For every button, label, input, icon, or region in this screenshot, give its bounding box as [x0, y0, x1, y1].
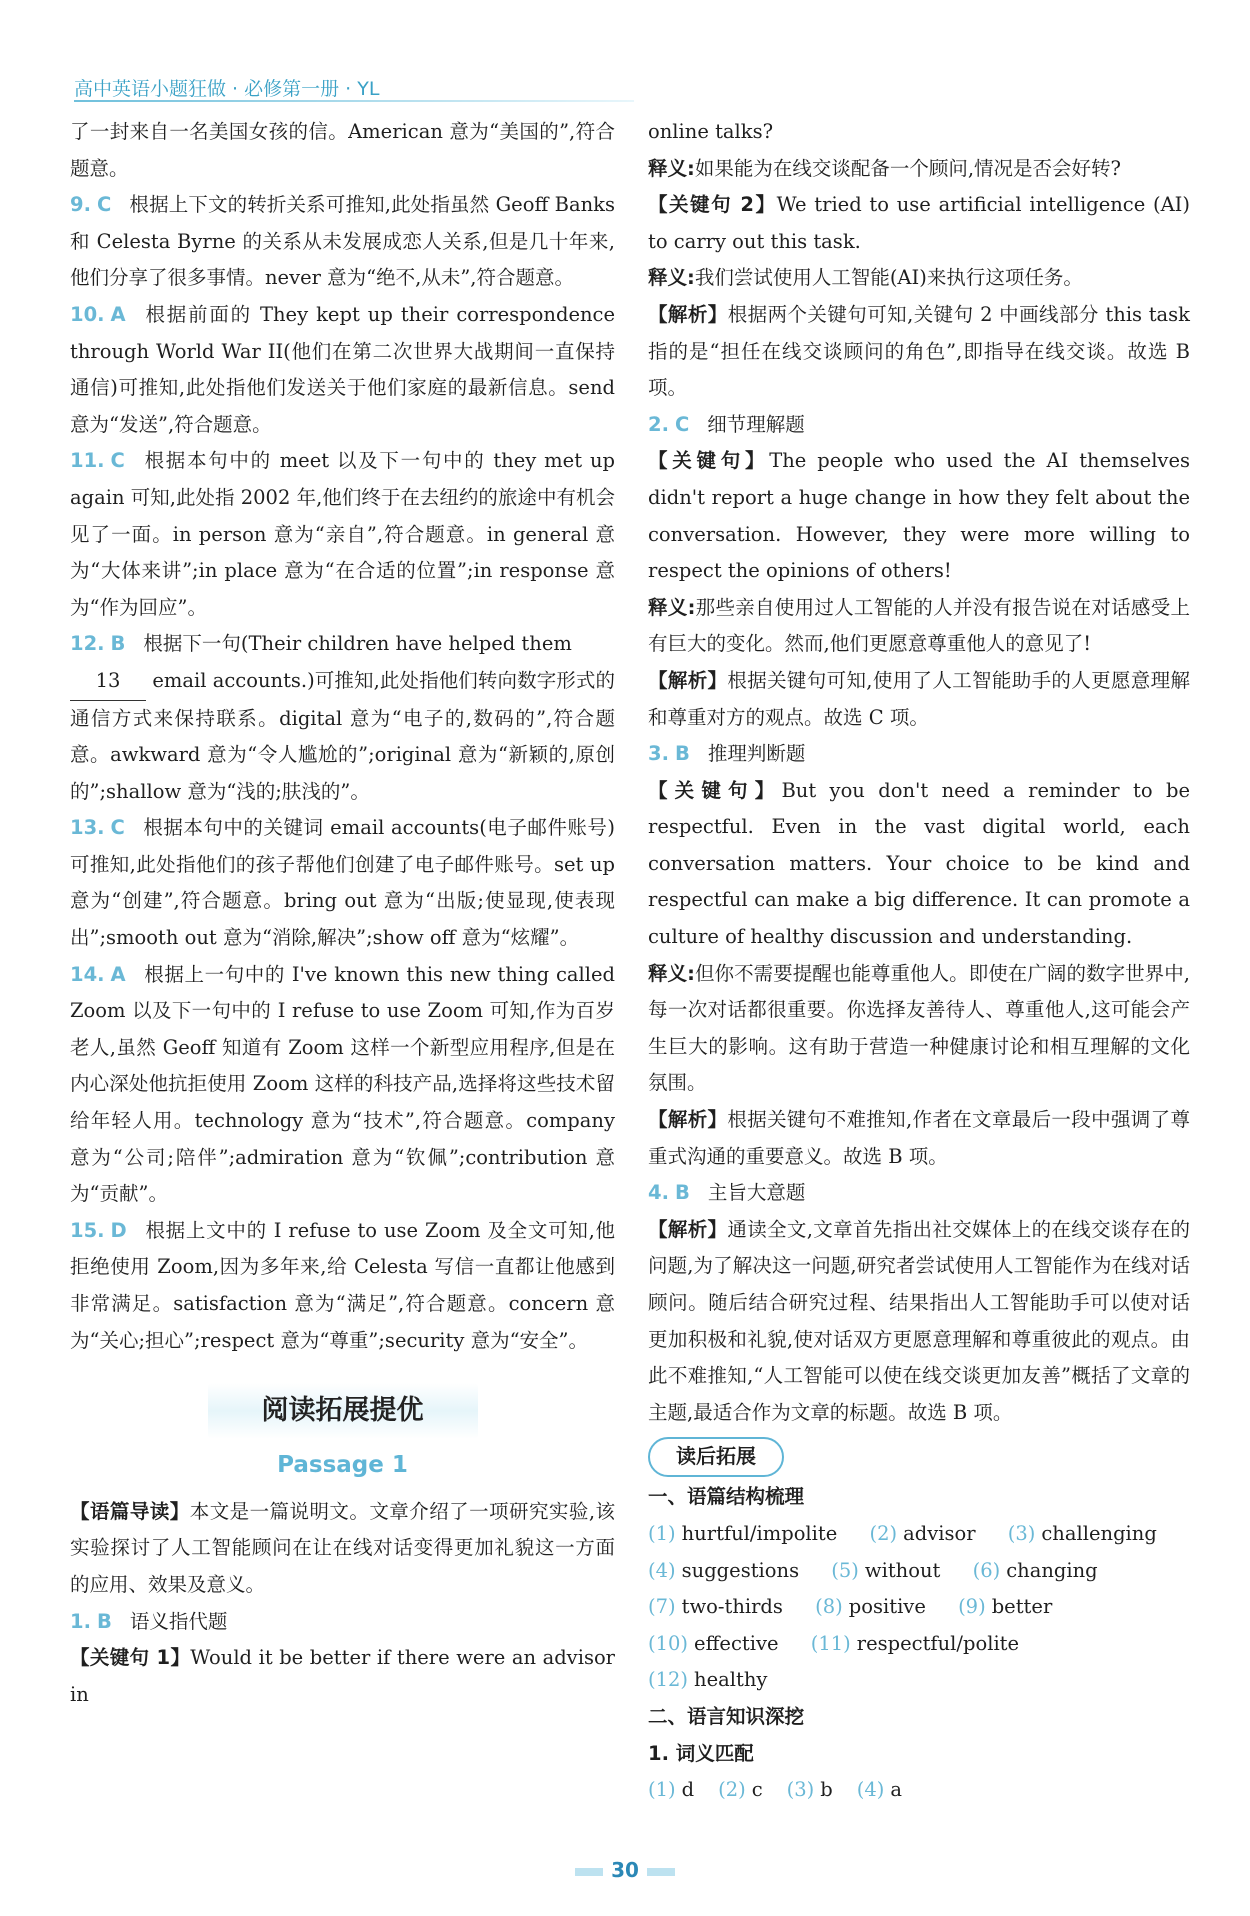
match-answer — [787, 1778, 833, 1801]
knowledge-heading: 二、语言知识深挖 — [648, 1704, 805, 1728]
structure-answer — [1008, 1522, 1157, 1545]
q1-analysis — [648, 297, 1190, 407]
header-rule — [74, 100, 634, 102]
item-explanation: 根据上下文的转折关系可推知,此处指虽然 Geoff Banks 和 Celesta Byrne 的关系从未发展成恋人关系,但是几十年来,他们分享了很多事情。never 意为“绝不,从未”,符合题意。 — [70, 193, 615, 290]
answer-index: (9) — [958, 1595, 986, 1619]
q1-translation-2 — [648, 260, 1190, 297]
q2-key-sentence — [648, 443, 1190, 589]
item-explanation: 根据上文中的 I refuse to use Zoom 及全文可知,他拒绝使用 Zoom,因为多年来,给 Celesta 写信一直都让他感到非常满足。satisfaction 意为“满足”,符合题意。concern 意为“关心;担心”;respect 意为“尊重”;security 意为“安全”。 — [70, 1218, 615, 1352]
q1-type: 语义指代题 — [129, 1609, 228, 1633]
q1-translation-1 — [648, 151, 1190, 188]
answer-index: (4) — [648, 1558, 676, 1582]
key2-text: We tried to use artificial intelligence (AI) to carry out this task. — [648, 193, 1190, 253]
key-label: 【关键句】 — [648, 778, 782, 802]
q1-number: 1. — [70, 1609, 91, 1633]
structure-answer — [811, 1632, 1019, 1655]
q4-analysis — [648, 1212, 1190, 1432]
answer-index: (8) — [815, 1595, 843, 1619]
answer-index: (7) — [648, 1595, 676, 1619]
match-letter: c — [751, 1778, 763, 1802]
structure-answer — [648, 1632, 779, 1655]
q3-type: 推理判断题 — [707, 742, 806, 766]
answer-index: (12) — [648, 1668, 689, 1692]
answer-item — [70, 297, 615, 443]
item-answer: C — [110, 816, 125, 840]
answer-index: (5) — [831, 1558, 859, 1582]
passage-heading: Passage 1 — [277, 1452, 408, 1479]
item-answer: A — [110, 302, 126, 326]
match-letter: b — [820, 1778, 833, 1802]
analysis-label: 【解析】 — [648, 1217, 728, 1241]
answer-word: hurtful/impolite — [681, 1521, 838, 1545]
item-number: 15. — [70, 1218, 105, 1242]
q3-answer: B — [674, 742, 690, 766]
answer-index: (1) — [648, 1521, 676, 1545]
structure-heading: 一、语篇结构梳理 — [648, 1485, 805, 1509]
item-answer: C — [96, 193, 112, 217]
match-answer — [718, 1778, 763, 1801]
answer-item — [70, 957, 615, 1213]
analysis-text: 根据两个关键句可知,关键句 2 中画线部分 this task 指的是“担任在线交谈顾问的角色”,即指导在线交谈。故选 B 项。 — [648, 302, 1190, 400]
key1-continuation: online talks? — [648, 120, 774, 143]
q3-key-sentence — [648, 773, 1190, 956]
q1-key-text: Would it be better if there were an advisor in — [70, 1646, 616, 1706]
blank-13: 13 — [70, 663, 146, 701]
question-3-header — [648, 736, 1190, 773]
translation-text: 我们尝试使用人工智能(AI)来执行这项任务。 — [694, 266, 1083, 290]
structure-answer — [648, 1559, 799, 1582]
answer-word: two-thirds — [681, 1595, 783, 1619]
left-column — [70, 114, 615, 1713]
answer-word: positive — [848, 1595, 926, 1619]
passage-guide — [70, 1494, 615, 1604]
q1-key-sentence-2 — [648, 187, 1190, 260]
q4-number: 4. — [648, 1181, 669, 1205]
key2-label: 【关键句 2】 — [648, 193, 777, 217]
analysis-text: 根据关键句可知,使用了人工智能助手的人更愿意理解和尊重对方的观点。故选 C 项。 — [648, 668, 1190, 729]
q3-translation — [648, 956, 1190, 1102]
analysis-label: 【解析】 — [648, 668, 728, 692]
q2-answer: C — [674, 412, 690, 436]
match-answer — [648, 1778, 694, 1801]
structure-answer — [815, 1595, 926, 1618]
translation-label: 释义: — [648, 595, 696, 619]
match-letter: d — [681, 1778, 695, 1802]
key-text: The people who used the AI themselves didn't report a huge change in how they felt about the conversation. However, they were more willing to respect the opinions of others! — [648, 449, 1190, 583]
match-index: (4) — [856, 1778, 885, 1802]
q1-key-label: 【关键句 1】 — [70, 1646, 191, 1670]
q2-number: 2. — [648, 412, 669, 436]
translation-text: 但你不需要提醒也能尊重他人。即使在广阔的数字世界中,每一次对话都很重要。你选择友善待人、尊重他人,这可能会产生巨大的影响。这有助于营造一种健康讨论和相互理解的文化氛围。 — [648, 961, 1190, 1095]
translation-label: 释义: — [648, 961, 695, 985]
match-answer — [857, 1778, 902, 1801]
intro-text: 了一封来自一名美国女孩的信。American 意为“美国的”,符合题意。 — [70, 120, 615, 180]
item-explanation: 根据上一句中的 I've known this new thing called Zoom 以及下一句中的 I refuse to use Zoom 可知,作为百岁老人,虽然 Geoff 知道有 Zoom 这样一个新型应用程序,但是在内心深处他抗拒使用 Zoom 这样的科技产品,选择将这些技术留给年轻人用。technology 意为“技术”,符合题意。company 意为“公司;陪伴”;admiration 意为“钦佩”;contribution 意为“贡献”。 — [70, 962, 615, 1206]
item-explanation: 根据下一句(Their children have helped them — [143, 632, 572, 656]
structure-answer — [648, 1595, 783, 1618]
matching-heading: 1. 词义匹配 — [648, 1741, 754, 1765]
answer-word: effective — [694, 1631, 779, 1655]
match-index: (2) — [718, 1778, 746, 1802]
answer-list — [70, 187, 615, 1359]
q4-answer: B — [674, 1181, 690, 1205]
q2-type: 细节理解题 — [707, 412, 805, 436]
match-index: (1) — [648, 1778, 676, 1802]
answer-index: (10) — [648, 1631, 689, 1655]
key-label: 【关键句】 — [648, 449, 770, 473]
extension-pill: 读后拓展 — [648, 1437, 784, 1477]
answer-index: (11) — [810, 1631, 851, 1655]
question-2-header — [648, 407, 1190, 444]
item-explanation: 根据本句中的 meet 以及下一句中的 they met up again 可知,此处指 2002 年,他们终于在去纽约的旅途中有机会见了一面。in person 意为“亲自”,符合题意。in general 意为“大体来讲”;in place 意为“在合适的位置”;in response 意为“作为回应”。 — [70, 449, 615, 619]
matching-answers — [648, 1772, 1190, 1809]
item-number: 14. — [70, 962, 105, 986]
translation-label: 释义: — [648, 266, 695, 290]
analysis-label: 【解析】 — [648, 1108, 728, 1132]
answer-index: (2) — [869, 1521, 898, 1545]
translation-label: 释义: — [648, 156, 695, 180]
answer-item — [70, 443, 615, 626]
structure-answer — [973, 1559, 1098, 1582]
guide-text: 本文是一篇说明文。文章介绍了一项研究实验,该实验探讨了人工智能顾问在让在线对话变得更加礼貌这一方面的应用、效果及意义。 — [70, 1499, 615, 1596]
answer-word: without — [864, 1558, 941, 1582]
answer-word: healthy — [694, 1668, 768, 1692]
item-answer: D — [110, 1218, 127, 1242]
item-explanation: 根据本句中的关键词 email accounts(电子邮件账号)可推知,此处指他们的孩子帮他们创建了电子邮件账号。set up 意为“创建”,符合题意。bring out 意为“出版;使显现,使表现出”;smooth out 意为“消除,解决”;show off 意为“炫耀”。 — [70, 816, 615, 950]
structure-answer — [648, 1668, 767, 1691]
q2-analysis — [648, 663, 1190, 736]
key-text: But you don't need a reminder to be respectful. Even in the vast digital world, each conversation matters. Your choice to be kind and respectful can make a big difference. It can promote a culture of healthy discussion and understanding. — [648, 778, 1190, 949]
running-header: 高中英语小题狂做 · 必修第一册 · YL — [74, 78, 380, 100]
analysis-text: 通读全文,文章首先指出社交媒体上的在线交谈存在的问题,为了解决这一问题,研究者尝试使用人工智能作为在线对话顾问。随后结合研究过程、结果指出人工智能助手可以使对话更加积极和礼貌,使对话双方更愿意理解和尊重彼此的观点。由此不难推知,“人工智能可以使在线交谈更加友善”概括了文章的主题,最适合作为文章的标题。故选 B 项。 — [648, 1217, 1190, 1424]
guide-label: 【语篇导读】 — [70, 1499, 190, 1523]
q1-answer: B — [96, 1609, 112, 1633]
right-column — [648, 114, 1190, 1809]
item-explanation: 根据前面的 They kept up their correspondence through World War II(他们在第二次世界大战期间一直保持通信)可推知,此处指他们发送关于他们家庭的最新信息。send 意为“发送”,符合题意。 — [70, 302, 615, 436]
q3-analysis — [648, 1102, 1190, 1175]
question-4-header — [648, 1175, 1190, 1212]
q2-translation — [648, 590, 1190, 663]
item-answer: A — [110, 962, 126, 986]
answer-index: (3) — [1007, 1521, 1036, 1545]
answer-item — [70, 810, 615, 956]
answer-item — [70, 187, 615, 297]
answer-word: changing — [1006, 1558, 1098, 1582]
q3-number: 3. — [648, 742, 669, 766]
translation-text: 如果能为在线交谈配备一个顾问,情况是否会好转? — [694, 156, 1121, 180]
q1-key-sentence — [70, 1640, 615, 1713]
q4-type: 主旨大意题 — [707, 1181, 806, 1205]
structure-answer — [648, 1522, 837, 1545]
item-number: 11. — [70, 449, 105, 473]
item-number: 10. — [70, 302, 105, 326]
structure-answers — [648, 1516, 1190, 1699]
match-index: (3) — [786, 1778, 815, 1802]
analysis-text: 根据关键句不难推知,作者在文章最后一段中强调了尊重式沟通的重要意义。故选 B 项。 — [648, 1108, 1190, 1168]
section-title: 阅读拓展提优 — [208, 1383, 478, 1439]
structure-answer — [831, 1559, 940, 1582]
answer-word: advisor — [903, 1521, 976, 1545]
item-answer: B — [110, 632, 126, 656]
translation-text: 那些亲自使用过人工智能的人并没有报告说在对话感受上有巨大的变化。然而,他们更愿意尊重他人的意见了! — [648, 595, 1190, 656]
item-number: 9. — [70, 193, 91, 217]
page-number: 30 — [0, 1858, 1250, 1882]
answer-index: (6) — [972, 1558, 1001, 1582]
question-1-header — [70, 1604, 615, 1641]
item-answer: C — [110, 449, 125, 473]
item-number: 13. — [70, 816, 105, 840]
analysis-label: 【解析】 — [648, 302, 728, 326]
answer-word: better — [991, 1595, 1053, 1619]
item-explanation-cont: email accounts.)可推知,此处指他们转向数字形式的通信方式来保持联系。digital 意为“电子的,数码的”,符合题意。awkward 意为“令人尴尬的”;original 意为“新颖的,原创的”;shallow 意为“浅的;肤浅的”。 — [70, 668, 615, 803]
answer-word: challenging — [1041, 1521, 1157, 1545]
answer-item — [70, 626, 615, 810]
structure-answer — [958, 1595, 1052, 1618]
structure-answer — [870, 1522, 976, 1545]
match-letter: a — [890, 1778, 903, 1802]
answer-word: respectful/polite — [856, 1631, 1020, 1655]
answer-word: suggestions — [681, 1558, 800, 1582]
item-number: 12. — [70, 632, 105, 656]
answer-item — [70, 1213, 615, 1359]
